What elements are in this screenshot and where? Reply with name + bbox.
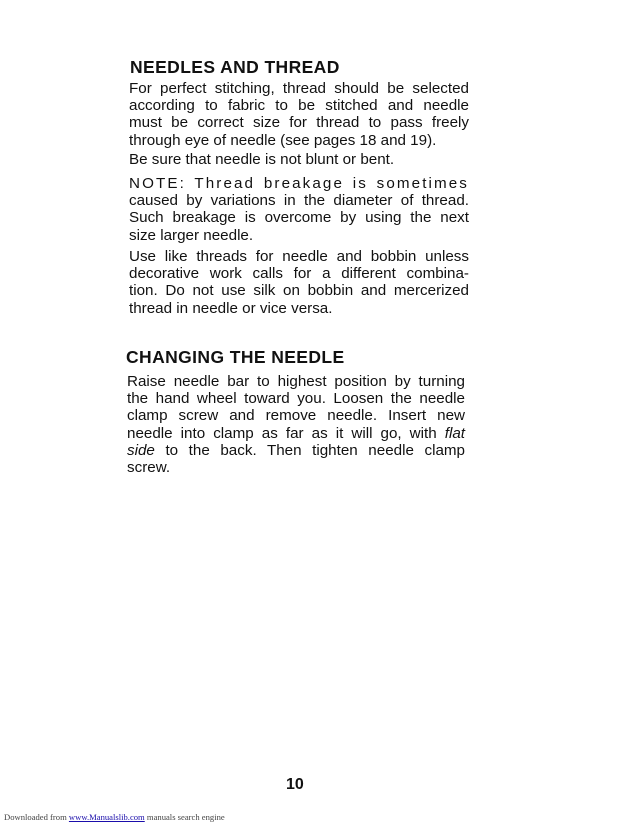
paragraph-changing-needle-instructions <box>127 373 465 476</box>
footer-prefix: Downloaded from <box>4 812 69 822</box>
section-heading-needles-and-thread: NEEDLES AND THREAD <box>130 57 340 77</box>
paragraph-needle-condition <box>129 151 469 168</box>
text-line: Raise needle bar to highest position by turning <box>127 373 465 390</box>
text-line: Such breakage is overcome by using the next <box>129 209 469 227</box>
text-line: decorative work calls for a different combina- <box>129 265 469 283</box>
manualslib-link[interactable]: www.Manualslib.com <box>68 812 145 822</box>
text-line: NOTE: Thread breakage is sometimes <box>129 175 469 192</box>
download-footer <box>4 812 225 822</box>
text-line: size larger needle. <box>129 226 254 244</box>
paragraph-like-threads <box>129 248 469 317</box>
text-line <box>127 442 465 459</box>
text-line: clamp screw and remove needle. Insert new <box>127 407 465 425</box>
paragraph-thread-selection <box>129 80 469 149</box>
text-line: tion. Do not use silk on bobbin and mercerized <box>129 282 469 300</box>
paragraph-note-thread-breakage <box>129 175 469 244</box>
emphasis-text: side <box>127 441 155 459</box>
text-line: through eye of needle (see pages 18 and 19). <box>129 131 437 149</box>
text-run: to the back. Then tighten needle clamp <box>154 441 465 459</box>
text-line: thread in needle or vice versa. <box>129 299 333 317</box>
text-line: Use like threads for needle and bobbin unless <box>129 248 469 265</box>
text-line: Be sure that needle is not blunt or bent. <box>129 151 395 168</box>
section-heading-changing-the-needle: CHANGING THE NEEDLE <box>126 347 345 367</box>
text-line: caused by variations in the diameter of thread. <box>129 192 469 210</box>
text-line: must be correct size for thread to pass freely <box>129 114 469 132</box>
text-line <box>127 425 465 442</box>
emphasis-text: flat <box>444 424 465 442</box>
text-line: according to fabric to be stitched and needle <box>129 97 469 115</box>
text-run: needle into clamp as far as it will go, with <box>127 424 445 442</box>
text-line: For perfect stitching, thread should be selected <box>129 80 469 97</box>
text-line: the hand wheel toward you. Loosen the needle <box>127 390 465 408</box>
footer-suffix: manuals search engine <box>144 812 225 822</box>
text-line: screw. <box>127 458 171 476</box>
page-number: 10 <box>286 776 304 793</box>
